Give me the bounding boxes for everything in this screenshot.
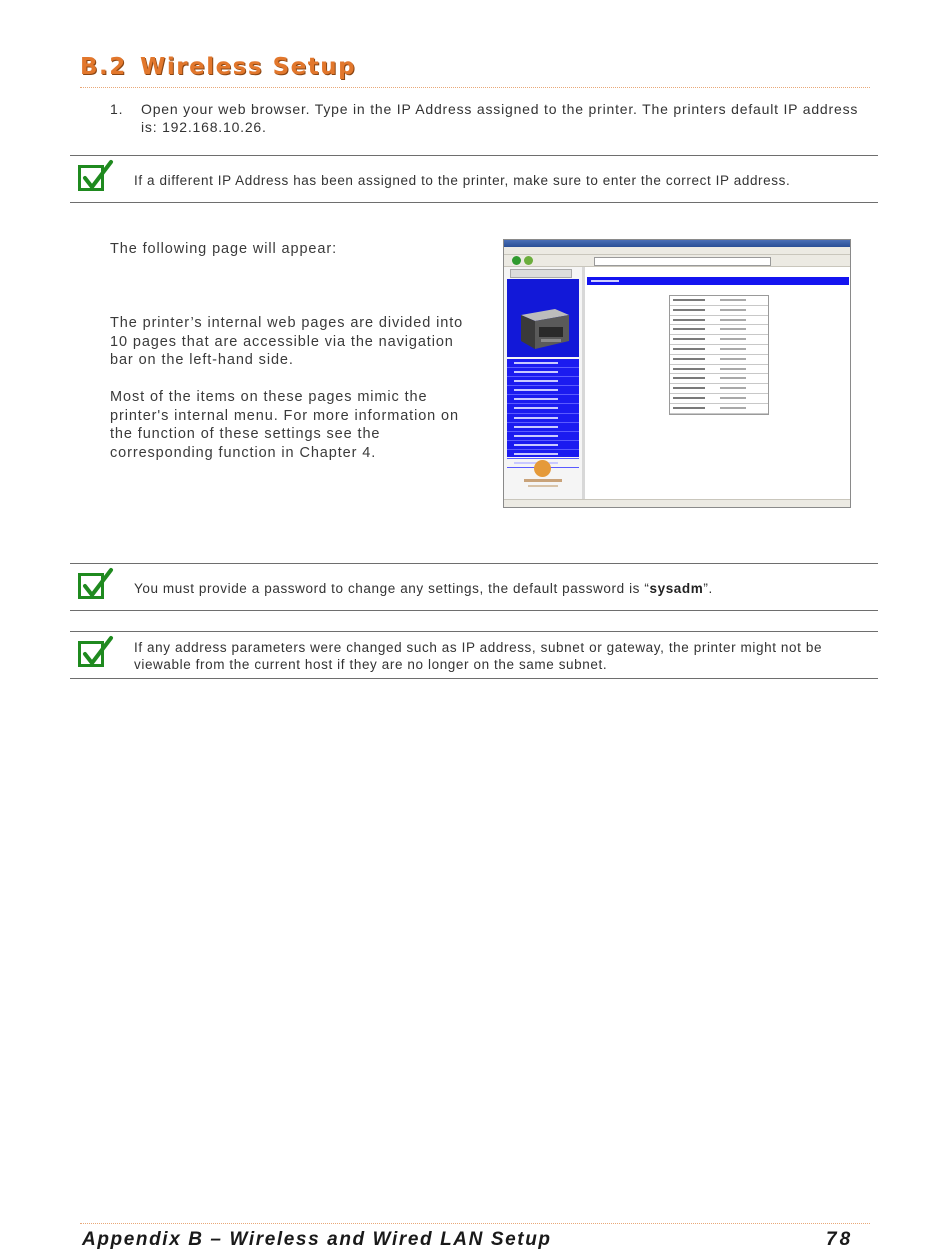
step-text: Open your web browser. Type in the IP Address assigned to the printer. The printers default IP address is: 192.168.10.26.: [141, 101, 859, 135]
items-mimic-text: Most of the items on these pages mimic the printer's internal menu. For more information on the function of these settings see the corresponding function in Chapter 4.: [110, 389, 459, 461]
section-number: B.2: [80, 54, 127, 80]
web-sidebar: [504, 267, 585, 500]
browser-title-bar: [504, 240, 850, 247]
web-nav-list: [507, 359, 579, 457]
section-title: Wireless Setup: [140, 54, 357, 80]
footer-title: Appendix B – Wireless and Wired LAN Setup: [82, 1229, 552, 1250]
printer-photo-panel: [507, 279, 579, 357]
checkbox-icon: [78, 165, 104, 191]
note-text: If any address parameters were changed such as IP address, subnet or gateway, the printer might not be viewable from the current host if they are no longer on the same subnet.: [134, 640, 823, 672]
step-1: [110, 100, 872, 136]
printer-web-page-screenshot: [503, 239, 851, 508]
printer-icon: [515, 299, 573, 353]
forward-icon: [524, 256, 533, 265]
browser-toolbar: [504, 255, 850, 267]
brand-logo-icon: [534, 460, 551, 477]
default-password: sysadm: [649, 581, 704, 596]
web-content-header: [587, 277, 849, 285]
sidebar-tab: [510, 269, 572, 278]
step-number: 1.: [110, 101, 124, 117]
browser-menu-bar: [504, 247, 850, 255]
checkbox-icon: [78, 641, 104, 667]
note-subnet: [70, 631, 878, 679]
web-info-table: [669, 295, 769, 415]
pages-divided-text: The printer’s internal web pages are divided into 10 pages that are accessible via the navigation bar on the left-hand side.: [110, 315, 464, 368]
address-bar: [594, 257, 771, 266]
note-text: You must provide a password to change any settings, the default password is “sysadm”.: [134, 581, 713, 596]
page-number: 78: [826, 1229, 854, 1250]
note-password: [70, 563, 878, 611]
checkbox-icon: [78, 573, 104, 599]
note-text: If a different IP Address has been assigned to the printer, make sure to enter the correct IP address.: [134, 173, 791, 188]
note-ip-address: [70, 155, 878, 203]
heading-divider: [80, 87, 870, 88]
section-heading: [80, 54, 356, 80]
following-page-text: The following page will appear:: [110, 241, 337, 257]
browser-status-bar: [504, 499, 850, 508]
back-icon: [512, 256, 521, 265]
footer-divider: [80, 1223, 870, 1224]
